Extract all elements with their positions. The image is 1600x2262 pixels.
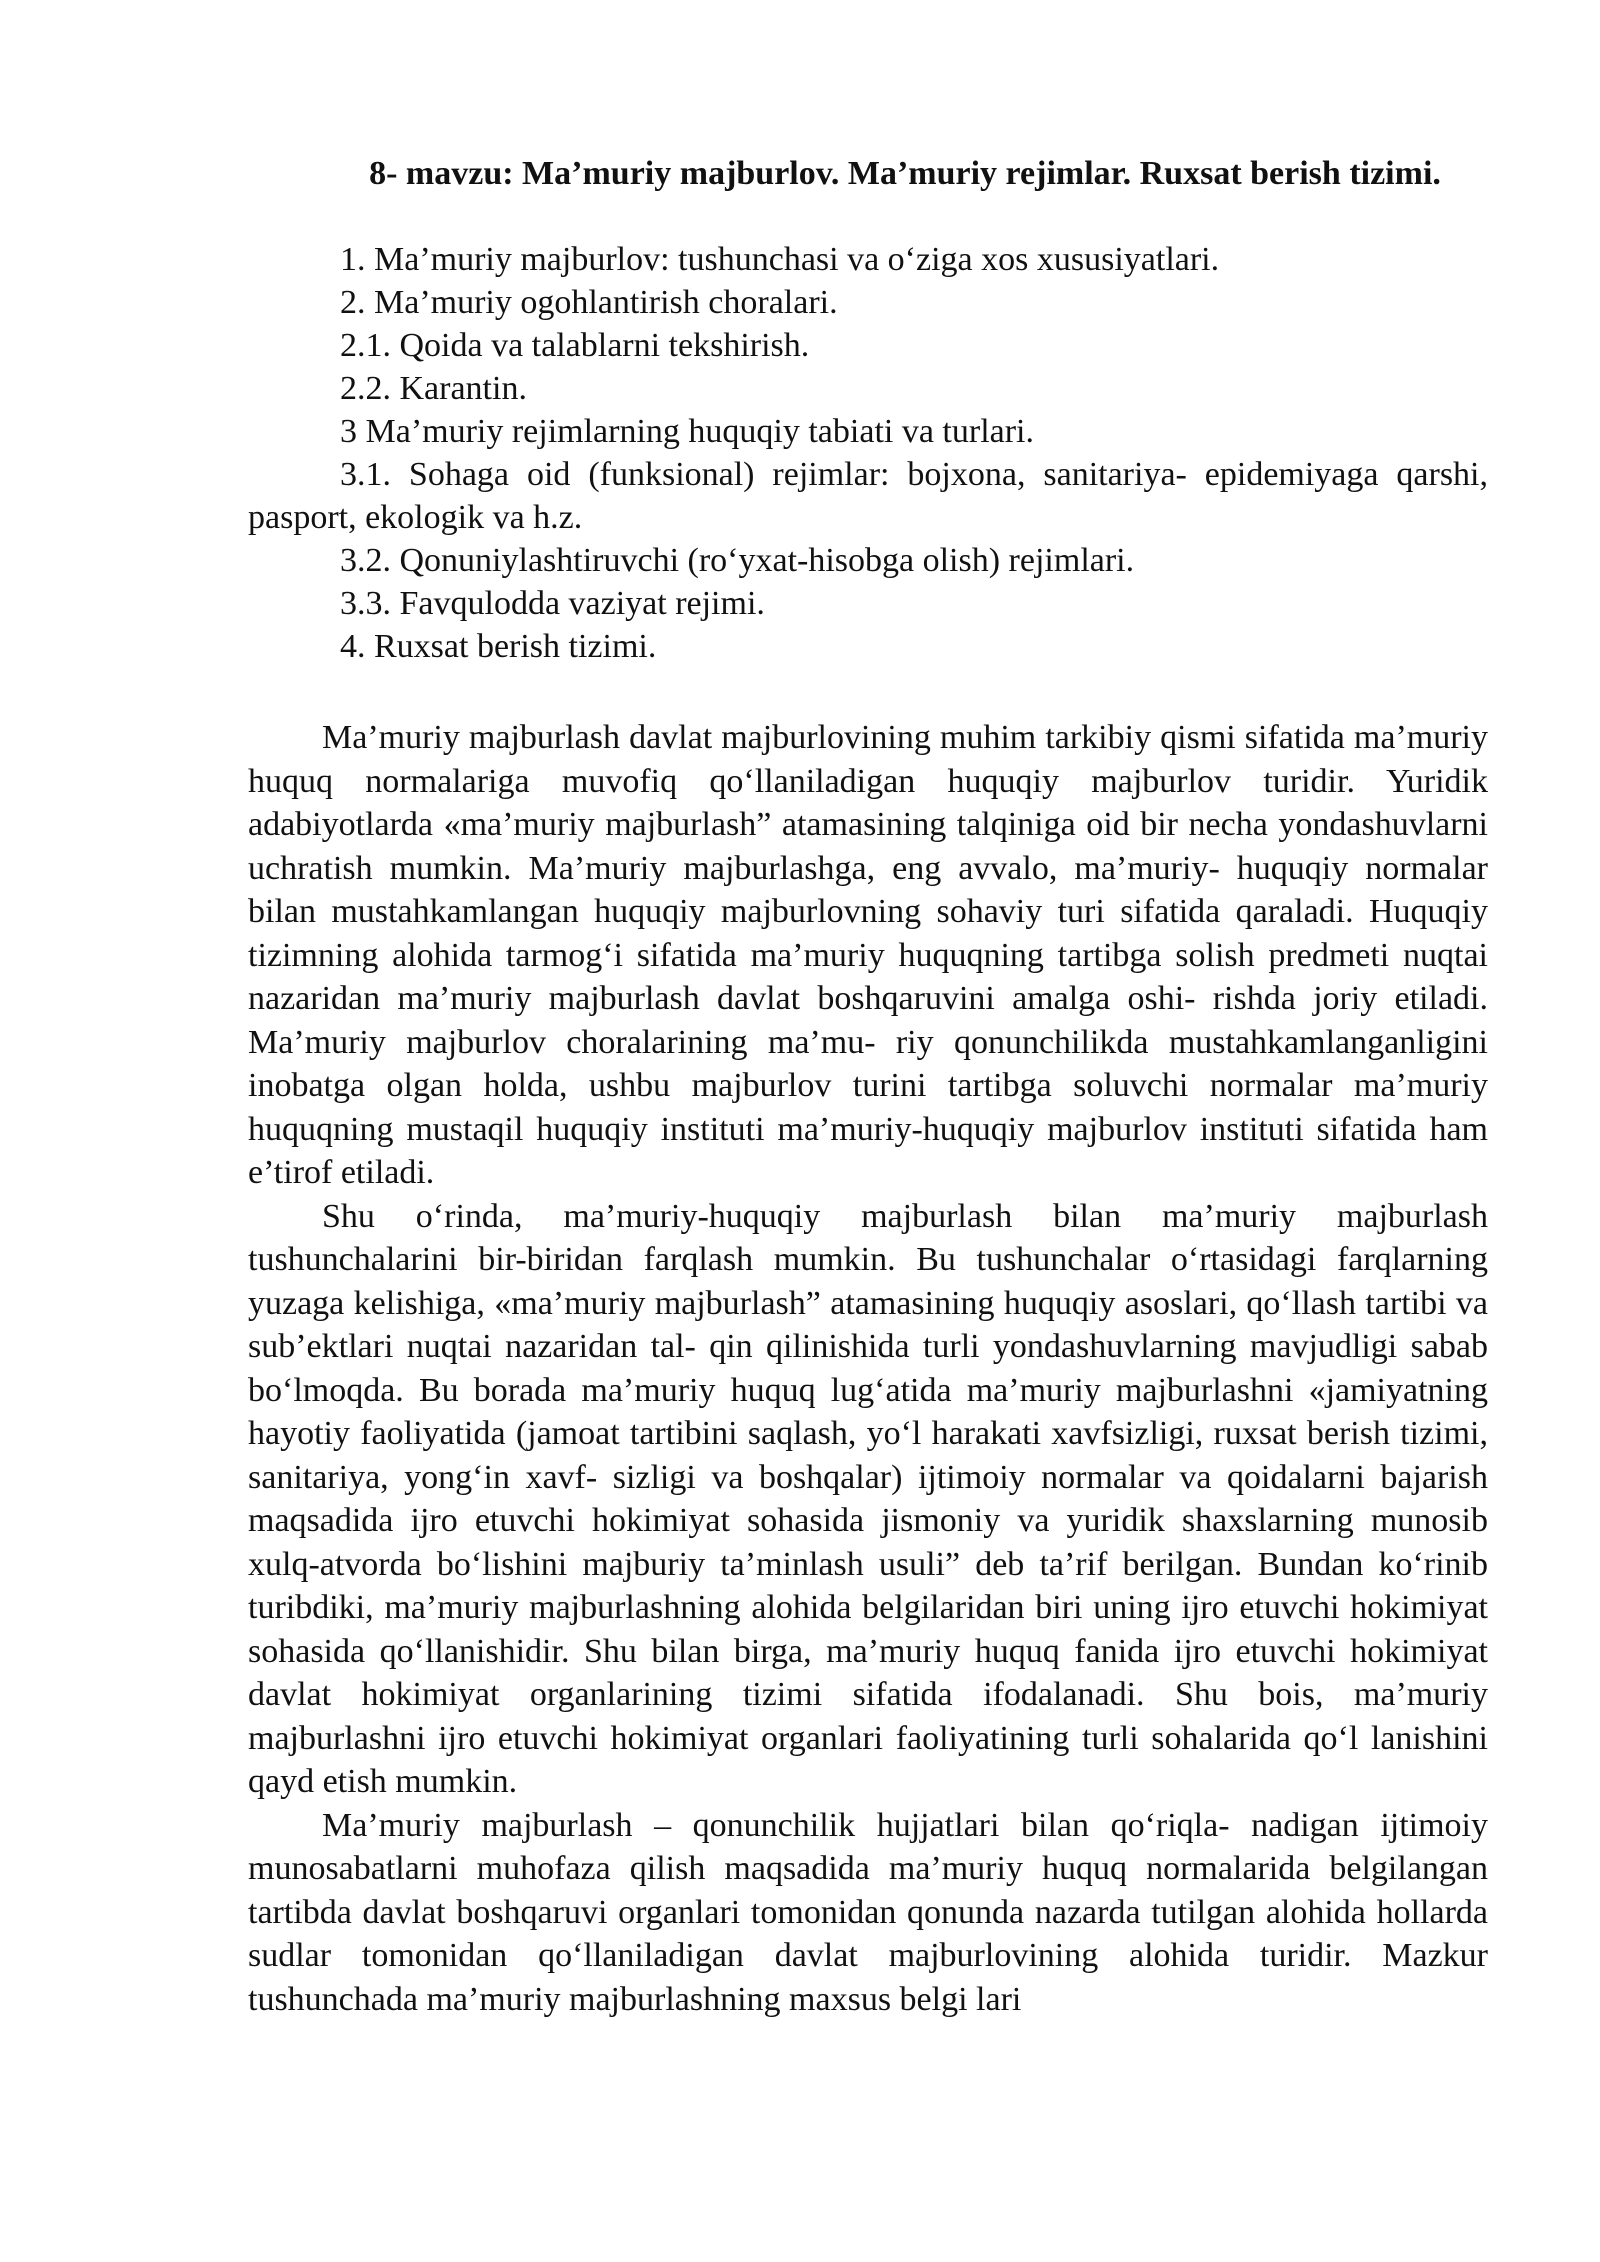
outline-item: 2.1. Qoida va talablarni tekshirish. bbox=[340, 327, 810, 364]
page-title: 8- mavzu: Ma’muriy majburlov. Ma’muriy rejimlar. Ruxsat berish tizimi. bbox=[369, 155, 1441, 192]
outline-item: 3.2. Qonuniylashtiruvchi (ro‘yxat-hisobga olish) rejimlari. bbox=[340, 542, 1135, 579]
outline-item: 1. Ma’muriy majburlov: tushunchasi va o‘ziga xos xususiyatlari. bbox=[340, 241, 1220, 278]
outline-item: 2.2. Karantin. bbox=[340, 370, 527, 407]
paragraph: Ma’muriy majburlash – qonunchilik hujjatlari bilan qo‘riqla- nadigan ijtimoiy munosabatlarni muhofaza qilish maqsadida ma’muriy huquq normalarida belgilangan tartibda davlat boshqaruvi organlari tomonidan qonunda nazarda tutilgan alohida hollarda sudlar tomonidan qo‘llaniladigan davlat majburlovining alohida turidir. Mazkur tushunchada ma’muriy majburlashning maxsus belgi lari bbox=[248, 1806, 1488, 2018]
topic-outline bbox=[248, 238, 1488, 668]
outline-item: 4. Ruxsat berish tizimi. bbox=[340, 628, 657, 665]
outline-item: 2. Ma’muriy ogohlantirish choralari. bbox=[340, 284, 838, 321]
paragraph: Shu o‘rinda, ma’muriy-huquqiy majburlash bilan ma’muriy majburlash tushunchalarini bir-biridan farqlash mumkin. Bu tushunchalar o‘rtasidagi farqlarning yuzaga kelishiga, «ma’muriy majburlash” atamasining huquqiy asoslari, qo‘llash tartibi va sub’ektlari nuqtai nazaridan tal- qin qilinishida turli yondashuvlarning mavjudligi sabab bo‘lmoqda. Bu borada ma’muriy huquq lug‘atida ma’muriy majburlashni «jamiyatning hayotiy faoliyatida (jamoat tartibini saqlash, yo‘l harakati xavfsizligi, ruxsat berish tizimi, sanitariya, yong‘in xavf- sizligi va boshqalar) ijtimoiy normalar va qoidalarni bajarish maqsadida ijro etuvchi hokimiyat sohasida jismoniy va yuridik shaxslarning munosib xulq-atvorda bo‘lishini majburiy ta’minlash usuli” deb ta’rif berilgan. Bundan ko‘rinib turibdiki, ma’muriy majburlashning alohida belgilaridan biri uning ijro etuvchi hokimiyat sohasida qo‘llanishidir. Shu bilan birga, ma’muriy huquq fanida ijro etuvchi hokimiyat davlat hokimiyat organlarining tizimi sifatida ifodalanadi. Shu bois, ma’muriy majburlashni ijro etuvchi hokimiyat organlari faoliyatining turli sohalarida qo‘l lanishini qayd etish mumkin. bbox=[248, 1197, 1488, 1800]
outline-item: 3 Ma’muriy rejimlarning huquqiy tabiati va turlari. bbox=[340, 413, 1034, 450]
body-text bbox=[248, 716, 1488, 2021]
outline-item: 3.3. Favqulodda vaziyat rejimi. bbox=[340, 585, 765, 622]
outline-item: 3.1. Sohaga oid (funksional) rejimlar: bojxona, sanitariya- epidemiyaga qarshi, pasport, ekologik va h.z. bbox=[248, 456, 1488, 536]
paragraph: Ma’muriy majburlash davlat majburlovining muhim tarkibiy qismi sifatida ma’muriy huquq normalariga muvofiq qo‘llaniladigan huquqiy majburlov turidir. Yuridik adabiyotlarda «ma’muriy majburlash” atamasining talqiniga oid bir necha yondashuvlarni uchratish mumkin. Ma’muriy majburlashga, eng avvalo, ma’muriy- huquqiy normalar bilan mustahkamlangan huquqiy majburlovning sohaviy turi sifatida qaraladi. Huquqiy tizimning alohida tarmog‘i sifatida ma’muriy huquqning tartibga solish predmeti nuqtai nazaridan ma’muriy majburlash davlat boshqaruvini amalga oshi- rishda joriy etiladi. Ma’muriy majburlov choralarining ma’mu- riy qonunchilikda mustahkamlanganligini inobatga olgan holda, ushbu majburlov turini tartibga soluvchi normalar ma’muriy huquqning mustaqil huquqiy instituti ma’muriy-huquqiy majburlov instituti sifatida ham e’tirof etiladi. bbox=[248, 719, 1488, 1191]
